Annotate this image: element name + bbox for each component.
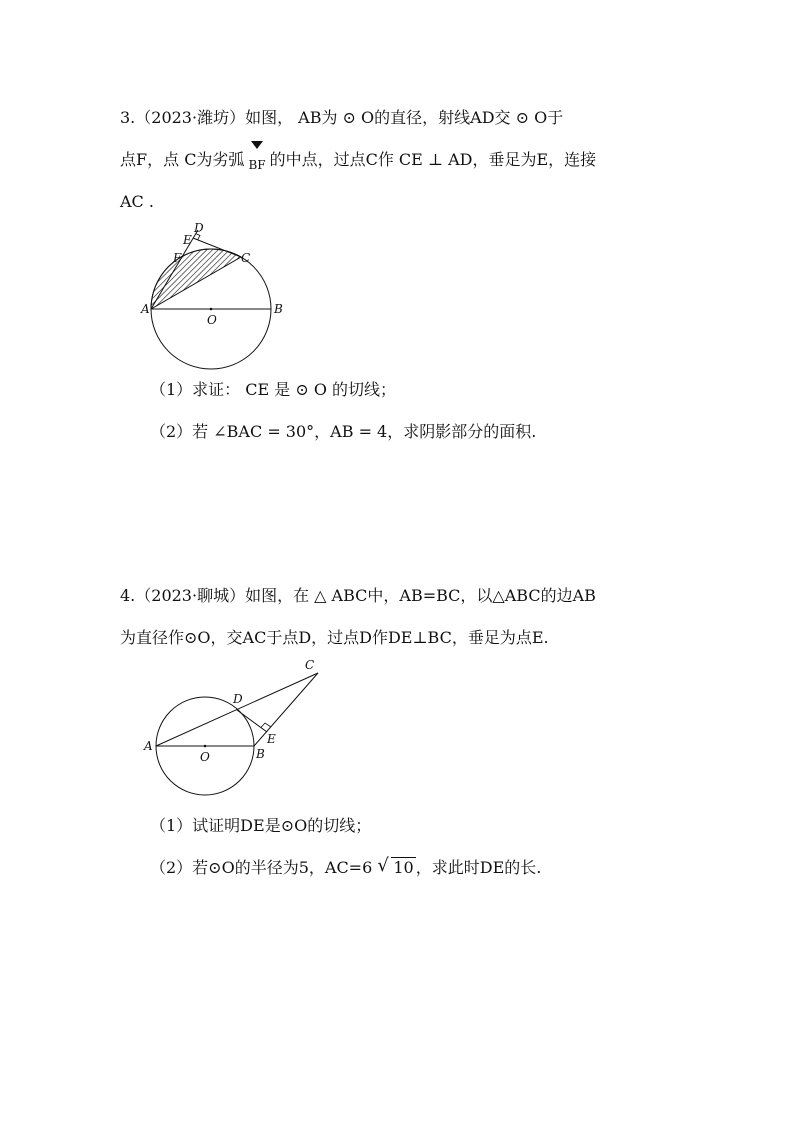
q4-line-2: 为直径作⊙O，交AC于点D，过点D作DE⊥BC，垂足为点E.: [120, 628, 549, 647]
q4-line-1: 4.（2023·聊城）如图，在 △ ABC中，AB=BC，以△ABC的边AB: [120, 586, 596, 605]
q4-segment-ac: [156, 673, 318, 746]
q4-label-e: E: [267, 732, 276, 746]
q4-part-1: （1）试证明DE是⊙O的切线；: [150, 816, 372, 835]
arc-bf-label: BF: [248, 155, 265, 175]
q3-label-e: E: [183, 233, 192, 247]
q3-part-2: （2）若 ∠BAC = 30°，AB = 4，求阴影部分的面积.: [150, 422, 537, 441]
q3-part-1: （1）求证： CE 是 ⊙ O 的切线；: [150, 380, 397, 399]
q3-label-o: O: [207, 313, 217, 327]
q3-line-1: 3.（2023·潍坊）如图， AB为 ⊙ O的直径，射线AD交 ⊙ O于: [120, 108, 564, 127]
q3-label-b: B: [274, 302, 283, 316]
q4-part-2-suffix: ，求此时DE的长.: [415, 858, 542, 877]
q3-shaded-region: [151, 249, 241, 309]
q3-label-f: F: [173, 251, 182, 265]
q4-label-d: D: [233, 692, 243, 706]
q3-line-2-suffix: 的中点，过点C作 CE ⊥ AD，垂足为E，连接: [269, 150, 597, 169]
q3-line-3: AC .: [120, 192, 154, 211]
q4-label-c: C: [305, 658, 315, 672]
q3-figure: [140, 220, 290, 370]
q3-center-dot: [210, 308, 213, 311]
q4-figure: [140, 655, 330, 805]
q4-part-2-prefix: （2）若⊙O的半径为5，AC=6: [150, 858, 373, 877]
q4-right-angle-mark: [261, 723, 271, 728]
q4-label-a: A: [144, 739, 153, 753]
arc-symbol-icon: [251, 141, 263, 149]
q3-label-d: D: [194, 221, 204, 235]
q4-segment-bc: [254, 673, 318, 746]
radical-sign-icon: √: [377, 855, 389, 876]
q4-segment-de: [237, 710, 267, 732]
sqrt-expression: [377, 855, 415, 878]
sqrt-value: 10: [393, 858, 414, 877]
q3-label-c: C: [241, 251, 251, 265]
q4-label-b: B: [256, 747, 265, 761]
q4-label-o: O: [200, 750, 210, 764]
q3-line-2-prefix: 点F，点 C为劣弧: [120, 150, 245, 169]
q4-center-dot: [204, 745, 207, 748]
q3-label-a: A: [141, 302, 150, 316]
q3-line-2: [120, 150, 596, 175]
q4-part-2: [150, 855, 542, 878]
